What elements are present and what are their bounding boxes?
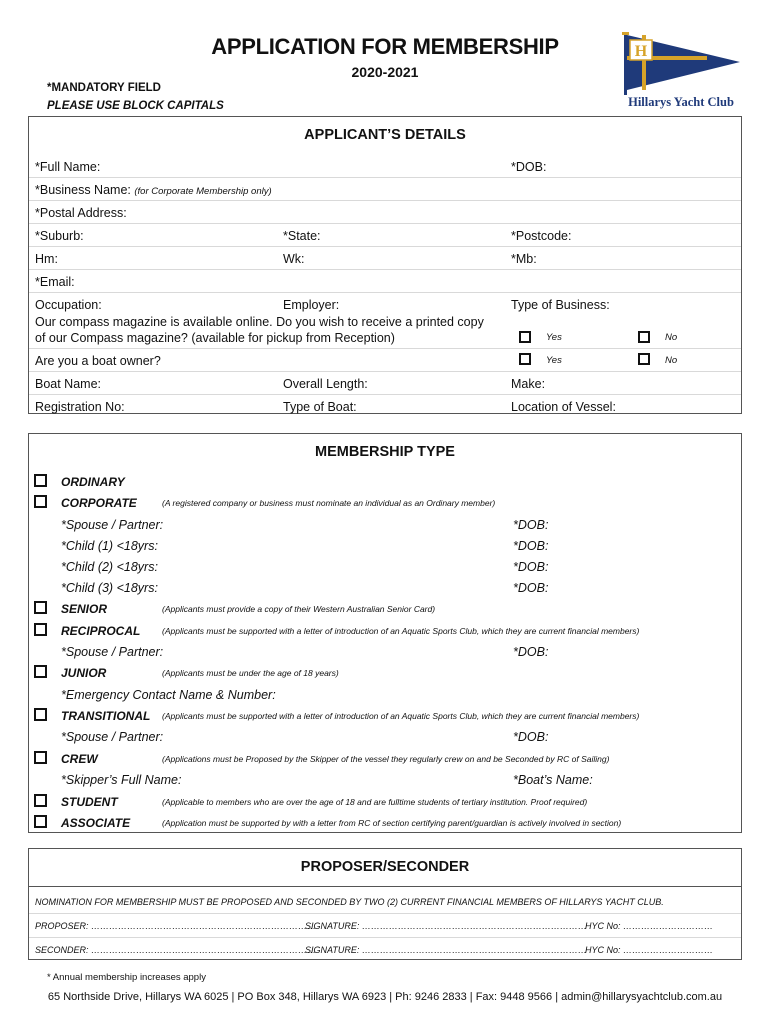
seconder-field[interactable]: SECONDER: ………………………………………………………………… bbox=[35, 945, 317, 955]
row-email bbox=[29, 270, 741, 293]
seconder-hyc-no-field[interactable]: HYC No: ………………………… bbox=[585, 945, 714, 955]
emergency-contact-row bbox=[29, 684, 741, 705]
child2-label[interactable]: *Child (2) <18yrs: bbox=[61, 560, 158, 574]
overall-length-label[interactable]: Overall Length: bbox=[283, 377, 368, 391]
child1-row bbox=[29, 535, 741, 556]
compass-yes-checkbox[interactable] bbox=[519, 331, 531, 343]
boat-type-label[interactable]: Type of Boat: bbox=[283, 400, 357, 414]
emergency-contact-label[interactable]: *Emergency Contact Name & Number: bbox=[61, 688, 276, 702]
corporate-label: CORPORATE bbox=[61, 496, 137, 510]
membership-senior bbox=[29, 598, 741, 619]
crew-checkbox[interactable] bbox=[34, 751, 47, 764]
logo-letter: H bbox=[634, 43, 648, 60]
proposer-hyc-no-field[interactable]: HYC No: ………………………… bbox=[585, 921, 714, 931]
transitional-spouse-label[interactable]: *Spouse / Partner: bbox=[61, 730, 164, 744]
postcode-label[interactable]: *Postcode: bbox=[511, 229, 572, 243]
associate-checkbox[interactable] bbox=[34, 815, 47, 828]
state-label[interactable]: *State: bbox=[283, 229, 321, 243]
mandatory-note: *MANDATORY FIELD bbox=[47, 82, 161, 94]
dob-label[interactable]: *DOB: bbox=[511, 160, 547, 174]
senior-checkbox[interactable] bbox=[34, 601, 47, 614]
row-suburb bbox=[29, 224, 741, 247]
corporate-spouse-row bbox=[29, 514, 741, 535]
skipper-row bbox=[29, 769, 741, 790]
membership-transitional bbox=[29, 705, 741, 726]
boat-owner-no-checkbox[interactable] bbox=[638, 353, 650, 365]
compass-yes-label: Yes bbox=[546, 332, 562, 343]
membership-type-title: MEMBERSHIP TYPE bbox=[315, 444, 455, 460]
row-phones bbox=[29, 247, 741, 270]
employer-label[interactable]: Employer: bbox=[283, 298, 340, 312]
transitional-label: TRANSITIONAL bbox=[61, 709, 151, 723]
row-registration bbox=[29, 395, 741, 418]
corporate-note: (A registered company or business must nominate an individual as an Ordinary member) bbox=[162, 498, 496, 508]
transitional-spouse-row bbox=[29, 726, 741, 747]
nomination-text: NOMINATION FOR MEMBERSHIP MUST BE PROPOSED AND SECONDED BY TWO (2) CURRENT FINANCIAL MEMBERS OF HILLARYS YACHT CLUB. bbox=[35, 897, 664, 907]
student-label: STUDENT bbox=[61, 795, 118, 809]
vessel-location-label[interactable]: Location of Vessel: bbox=[511, 400, 616, 414]
membership-type-section bbox=[28, 433, 742, 833]
child2-dob-label[interactable]: *DOB: bbox=[513, 560, 549, 574]
row-boat-owner bbox=[29, 349, 741, 372]
child1-label[interactable]: *Child (1) <18yrs: bbox=[61, 539, 158, 553]
child3-label[interactable]: *Child (3) <18yrs: bbox=[61, 581, 158, 595]
membership-corporate bbox=[29, 492, 741, 513]
postal-address-label[interactable]: *Postal Address: bbox=[35, 206, 127, 220]
work-phone-label[interactable]: Wk: bbox=[283, 252, 305, 266]
compass-no-label: No bbox=[665, 332, 678, 343]
row-full-name bbox=[29, 155, 741, 178]
membership-year: 2020-2021 bbox=[351, 64, 419, 80]
transitional-dob-label[interactable]: *DOB: bbox=[513, 730, 549, 744]
child3-dob-label[interactable]: *DOB: bbox=[513, 581, 549, 595]
compass-question-line2: of our Compass magazine? (available for pickup from Reception) bbox=[35, 331, 395, 345]
business-name-label[interactable]: *Business Name: (for Corporate Membership only) bbox=[35, 183, 272, 197]
reciprocal-label: RECIPROCAL bbox=[61, 624, 141, 638]
seconder-signature-field[interactable]: SIGNATURE: ………………………………………………………………… bbox=[305, 945, 587, 955]
membership-junior bbox=[29, 662, 741, 683]
business-name-note: (for Corporate Membership only) bbox=[134, 186, 272, 197]
reciprocal-spouse-label[interactable]: *Spouse / Partner: bbox=[61, 645, 164, 659]
compass-no-checkbox[interactable] bbox=[638, 331, 650, 343]
membership-crew bbox=[29, 748, 741, 769]
student-checkbox[interactable] bbox=[34, 794, 47, 807]
spouse-partner-label[interactable]: *Spouse / Partner: bbox=[61, 518, 164, 532]
proposer-seconder-title: PROPOSER/SECONDER bbox=[300, 859, 470, 875]
junior-checkbox[interactable] bbox=[34, 665, 47, 678]
transitional-note: (Applicants must be supported with a letter of introduction of an Aquatic Sports Club, which they are current financial members) bbox=[162, 711, 640, 721]
boat-owner-question: Are you a boat owner? bbox=[35, 354, 161, 368]
burgee-flag-icon bbox=[620, 32, 742, 96]
club-logo bbox=[620, 32, 742, 116]
membership-student bbox=[29, 791, 741, 812]
transitional-checkbox[interactable] bbox=[34, 708, 47, 721]
boat-owner-no-label: No bbox=[665, 355, 678, 366]
membership-ordinary bbox=[29, 471, 741, 492]
reciprocal-checkbox[interactable] bbox=[34, 623, 47, 636]
associate-note: (Application must be supported by with a letter from RC of section certifying parent/guardian is actively involved in section) bbox=[162, 818, 622, 828]
applicant-details-title: APPLICANT’S DETAILS bbox=[304, 127, 466, 143]
make-label[interactable]: Make: bbox=[511, 377, 546, 391]
crew-note: (Applications must be Proposed by the Skipper of the vessel they regularly crew on and be Seconded by RC of Sailing) bbox=[162, 754, 610, 764]
membership-reciprocal bbox=[29, 620, 741, 641]
senior-label: SENIOR bbox=[61, 602, 108, 616]
proposer-signature-field[interactable]: SIGNATURE: ………………………………………………………………… bbox=[305, 921, 587, 931]
senior-note: (Applicants must provide a copy of their Western Australian Senior Card) bbox=[162, 604, 436, 614]
row-postal-address bbox=[29, 201, 741, 224]
crew-label: CREW bbox=[61, 752, 98, 766]
ordinary-checkbox[interactable] bbox=[34, 474, 47, 487]
child2-row bbox=[29, 556, 741, 577]
business-type-label[interactable]: Type of Business: bbox=[511, 298, 610, 312]
proposer-field[interactable]: PROPOSER: ………………………………………………………………… bbox=[35, 921, 317, 931]
reciprocal-dob-label[interactable]: *DOB: bbox=[513, 645, 549, 659]
page-title: APPLICATION FOR MEMBERSHIP bbox=[211, 34, 559, 59]
row-compass-magazine bbox=[29, 313, 741, 349]
mobile-label[interactable]: *Mb: bbox=[511, 252, 537, 266]
increase-footnote: * Annual membership increases apply bbox=[47, 972, 206, 983]
ordinary-label: ORDINARY bbox=[61, 475, 125, 489]
proposer-seconder-section bbox=[28, 848, 742, 960]
junior-label: JUNIOR bbox=[61, 666, 107, 680]
reciprocal-spouse-row bbox=[29, 641, 741, 662]
home-phone-label[interactable]: Hm: bbox=[35, 252, 58, 266]
membership-associate bbox=[29, 812, 741, 833]
email-label[interactable]: *Email: bbox=[35, 275, 75, 289]
contact-footer: 65 Northside Drive, Hillarys WA 6025 | PO Box 348, Hillarys WA 6923 | Ph: 9246 2833 | Fax: 9448 9566 | admin@hillarysyachtclub.com.au bbox=[47, 991, 723, 1003]
skipper-name-label[interactable]: *Skipper’s Full Name: bbox=[61, 773, 182, 787]
block-capitals-note: PLEASE USE BLOCK CAPITALS bbox=[47, 100, 224, 112]
boat-owner-yes-label: Yes bbox=[546, 355, 562, 366]
boat-name-label[interactable]: Boat Name: bbox=[35, 377, 102, 391]
child1-dob-label[interactable]: *DOB: bbox=[513, 539, 549, 553]
applicant-details-section bbox=[28, 116, 742, 414]
student-note: (Applicable to members who are over the age of 18 and are fulltime students of tertiary institution. Proof required) bbox=[162, 797, 588, 807]
corporate-checkbox[interactable] bbox=[34, 495, 47, 508]
boats-name-label[interactable]: *Boat’s Name: bbox=[513, 773, 593, 787]
logo-club-name: Hillarys Yacht Club bbox=[628, 95, 734, 109]
spouse-dob-label[interactable]: *DOB: bbox=[513, 518, 549, 532]
row-business-name bbox=[29, 178, 741, 201]
reciprocal-note: (Applicants must be supported with a letter of introduction of an Aquatic Sports Club, which they are current financial members) bbox=[162, 626, 640, 636]
suburb-label[interactable]: *Suburb: bbox=[35, 229, 84, 243]
compass-question-line1: Our compass magazine is available online. Do you wish to receive a printed copy bbox=[35, 315, 484, 329]
full-name-label[interactable]: *Full Name: bbox=[35, 160, 101, 174]
junior-note: (Applicants must be under the age of 18 years) bbox=[162, 668, 339, 678]
occupation-label[interactable]: Occupation: bbox=[35, 298, 102, 312]
child3-row bbox=[29, 577, 741, 598]
associate-label: ASSOCIATE bbox=[61, 816, 131, 830]
boat-owner-yes-checkbox[interactable] bbox=[519, 353, 531, 365]
registration-label[interactable]: Registration No: bbox=[35, 400, 125, 414]
row-boat-name bbox=[29, 372, 741, 395]
